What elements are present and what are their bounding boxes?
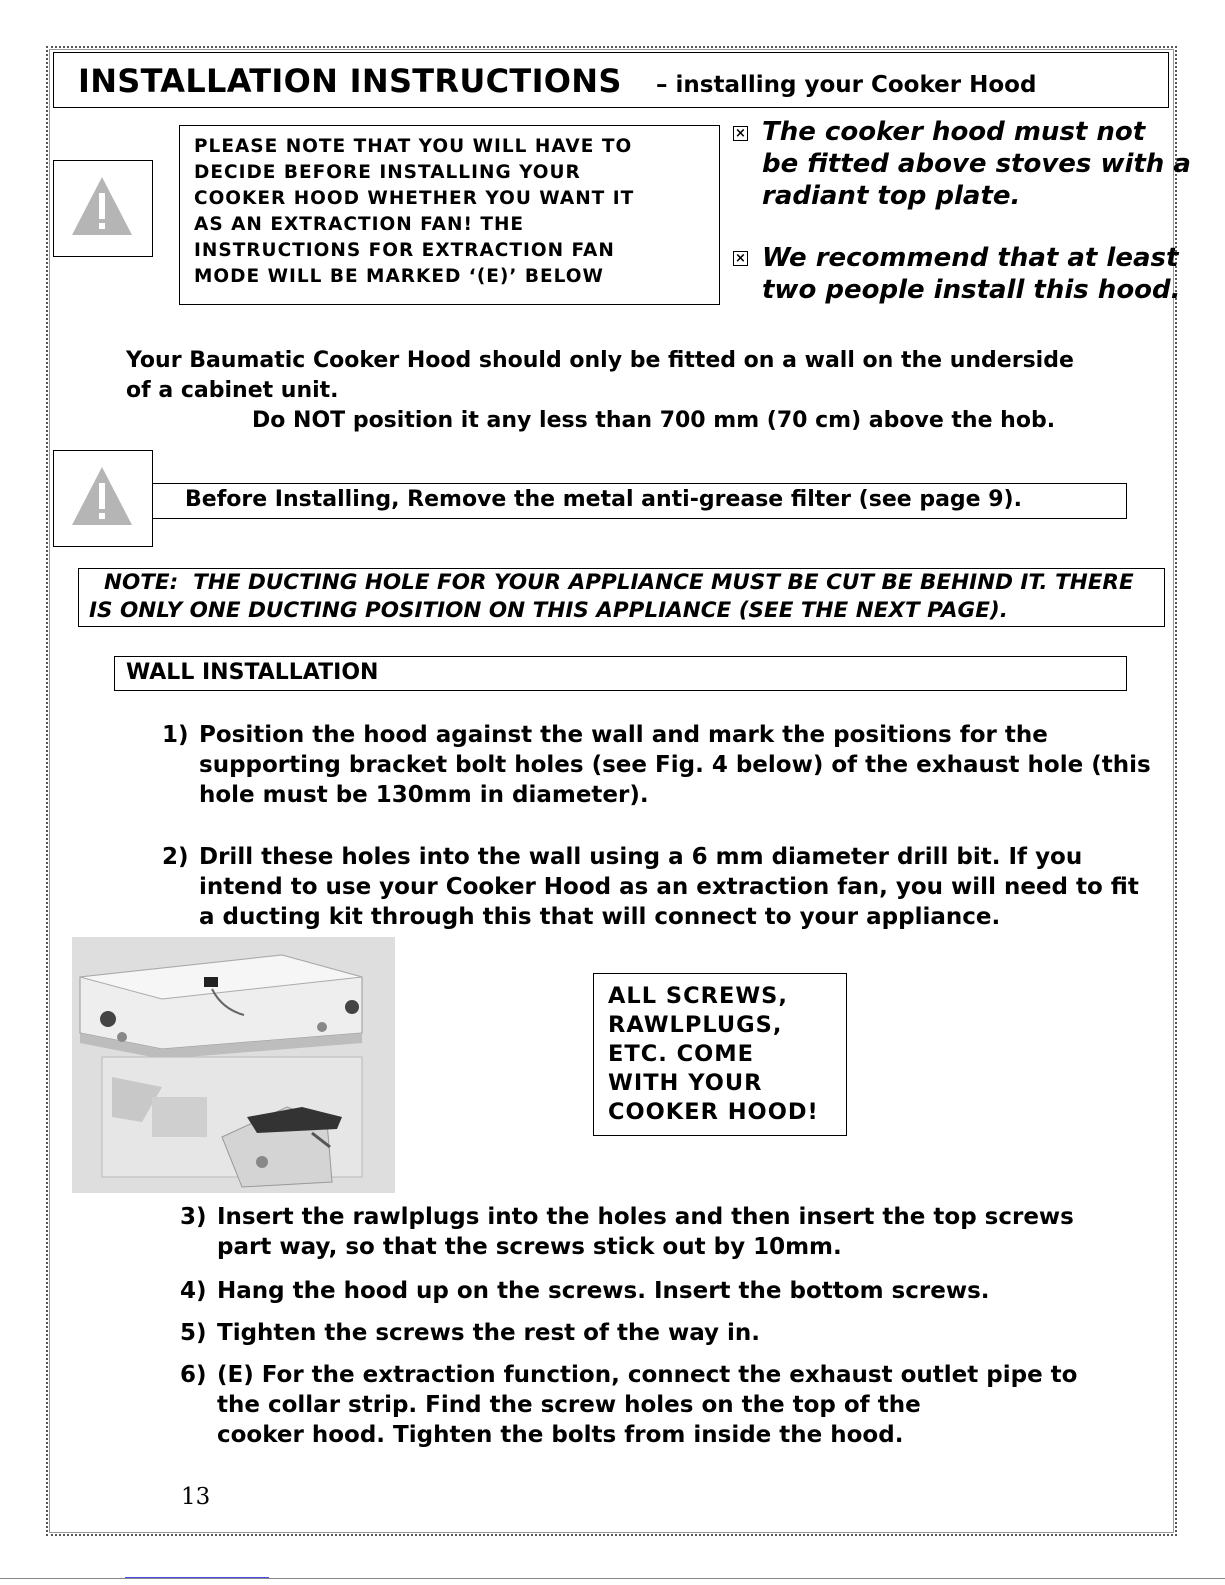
step-number: 5)	[180, 1320, 207, 1346]
page-subtitle: – installing your Cooker Hood	[656, 72, 1037, 98]
step-text	[217, 1276, 990, 1306]
bullet-line: be fitted above stoves with a	[762, 149, 1191, 179]
intro-line: Your Baumatic Cooker Hood should only be fitted on a wall on the underside	[126, 348, 1074, 373]
step-line: cooker hood. Tighten the bolts from inside the hood.	[217, 1422, 904, 1448]
ducting-line: NOTE: THE DUCTING HOLE FOR YOUR APPLIANCE MUST BE CUT BE BEHIND IT. THERE	[89, 570, 1134, 595]
step-text	[217, 1318, 760, 1348]
notice-line: INSTRUCTIONS FOR EXTRACTION FAN	[194, 240, 615, 261]
step-number: 1)	[162, 722, 189, 748]
extraction-notice-box	[179, 125, 720, 305]
ducting-line: IS ONLY ONE DUCTING POSITION ON THIS APPLIANCE (SEE THE NEXT PAGE).	[89, 598, 1008, 623]
filter-note: Before Installing, Remove the metal anti-grease filter (see page 9).	[152, 483, 1127, 519]
step-line: the collar strip. Find the screw holes on the top of the	[217, 1392, 921, 1418]
step-text	[217, 1360, 1077, 1450]
screws-included-box	[593, 973, 847, 1136]
step-item	[180, 1360, 1170, 1452]
step-line: (E) For the extraction function, connect the exhaust outlet pipe to	[217, 1362, 1078, 1388]
hood-installation-photo	[72, 937, 395, 1193]
step-line: Drill these holes into the wall using a 6 mm diameter drill bit. If you	[199, 844, 1083, 870]
warning-triangle-icon	[54, 451, 151, 545]
step-text	[199, 720, 1151, 810]
step-item	[162, 720, 1162, 810]
screws-line: RAWLPLUGS,	[608, 1012, 783, 1038]
position-warning: Do NOT position it any less than 700 mm (70 cm) above the hob.	[252, 408, 1056, 433]
notice-line: PLEASE NOTE THAT YOU WILL HAVE TO	[194, 136, 633, 157]
screws-line: WITH YOUR	[608, 1070, 763, 1096]
step-line: a ducting kit through this that will connect to your appliance.	[199, 904, 1001, 930]
screws-line: COOKER HOOD!	[608, 1099, 819, 1125]
step-line: Insert the rawlplugs into the holes and then insert the top screws	[217, 1204, 1074, 1230]
bullet-line: The cooker hood must not	[762, 117, 1146, 147]
step-text	[199, 842, 1139, 932]
step-number: 4)	[180, 1278, 207, 1304]
step-line: supporting bracket bolt holes (see Fig. 4 below) of the exhaust hole (this	[199, 752, 1151, 778]
step-number: 2)	[162, 844, 189, 870]
notice-line: DECIDE BEFORE INSTALLING YOUR	[194, 162, 581, 183]
intro-paragraph	[126, 346, 1074, 406]
intro-line: of a cabinet unit.	[126, 378, 339, 403]
screws-line: ALL SCREWS,	[608, 983, 788, 1009]
step-item	[162, 842, 1162, 932]
section-heading: WALL INSTALLATION	[114, 656, 1127, 691]
notice-line: AS AN EXTRACTION FAN! THE	[194, 214, 525, 235]
step-line: Tighten the screws the rest of the way in.	[217, 1320, 761, 1346]
notice-line: MODE WILL BE MARKED ‘(E)’ BELOW	[194, 266, 604, 287]
page-bottom-rule	[0, 1578, 1225, 1579]
step-line: part way, so that the screws stick out by 10mm.	[217, 1234, 842, 1260]
footnote-link-underline[interactable]	[125, 1577, 269, 1578]
step-line: intend to use your Cooker Hood as an extraction fan, you will need to fit	[199, 874, 1139, 900]
bullet-two-people	[762, 242, 1181, 306]
bullet-line: two people install this hood.	[762, 275, 1181, 305]
warning-triangle-icon	[54, 161, 151, 255]
step-number: 6)	[180, 1362, 207, 1388]
page-title: INSTALLATION INSTRUCTIONS	[78, 62, 622, 100]
checkbox-crossed-icon: ×	[733, 251, 748, 266]
notice-line: COOKER HOOD WHETHER YOU WANT IT	[194, 188, 635, 209]
step-item	[180, 1276, 1170, 1308]
step-number: 3)	[180, 1204, 207, 1230]
warning-icon	[53, 160, 153, 257]
page-number: 13	[181, 1484, 211, 1510]
step-line: Hang the hood up on the screws. Insert the bottom screws.	[217, 1278, 990, 1304]
bullet-line: We recommend that at least	[762, 243, 1179, 273]
warning-icon	[53, 450, 153, 547]
step-item	[180, 1318, 1170, 1350]
bullet-line: radiant top plate.	[762, 181, 1021, 211]
bullet-stove-warning	[762, 116, 1191, 212]
step-text	[217, 1202, 1074, 1262]
ducting-note-box	[78, 568, 1165, 627]
screws-line: ETC. COME	[608, 1041, 755, 1067]
step-item	[180, 1202, 1170, 1264]
step-line: hole must be 130mm in diameter).	[199, 782, 649, 808]
step-line: Position the hood against the wall and mark the positions for the	[199, 722, 1048, 748]
checkbox-crossed-icon: ×	[733, 126, 748, 141]
